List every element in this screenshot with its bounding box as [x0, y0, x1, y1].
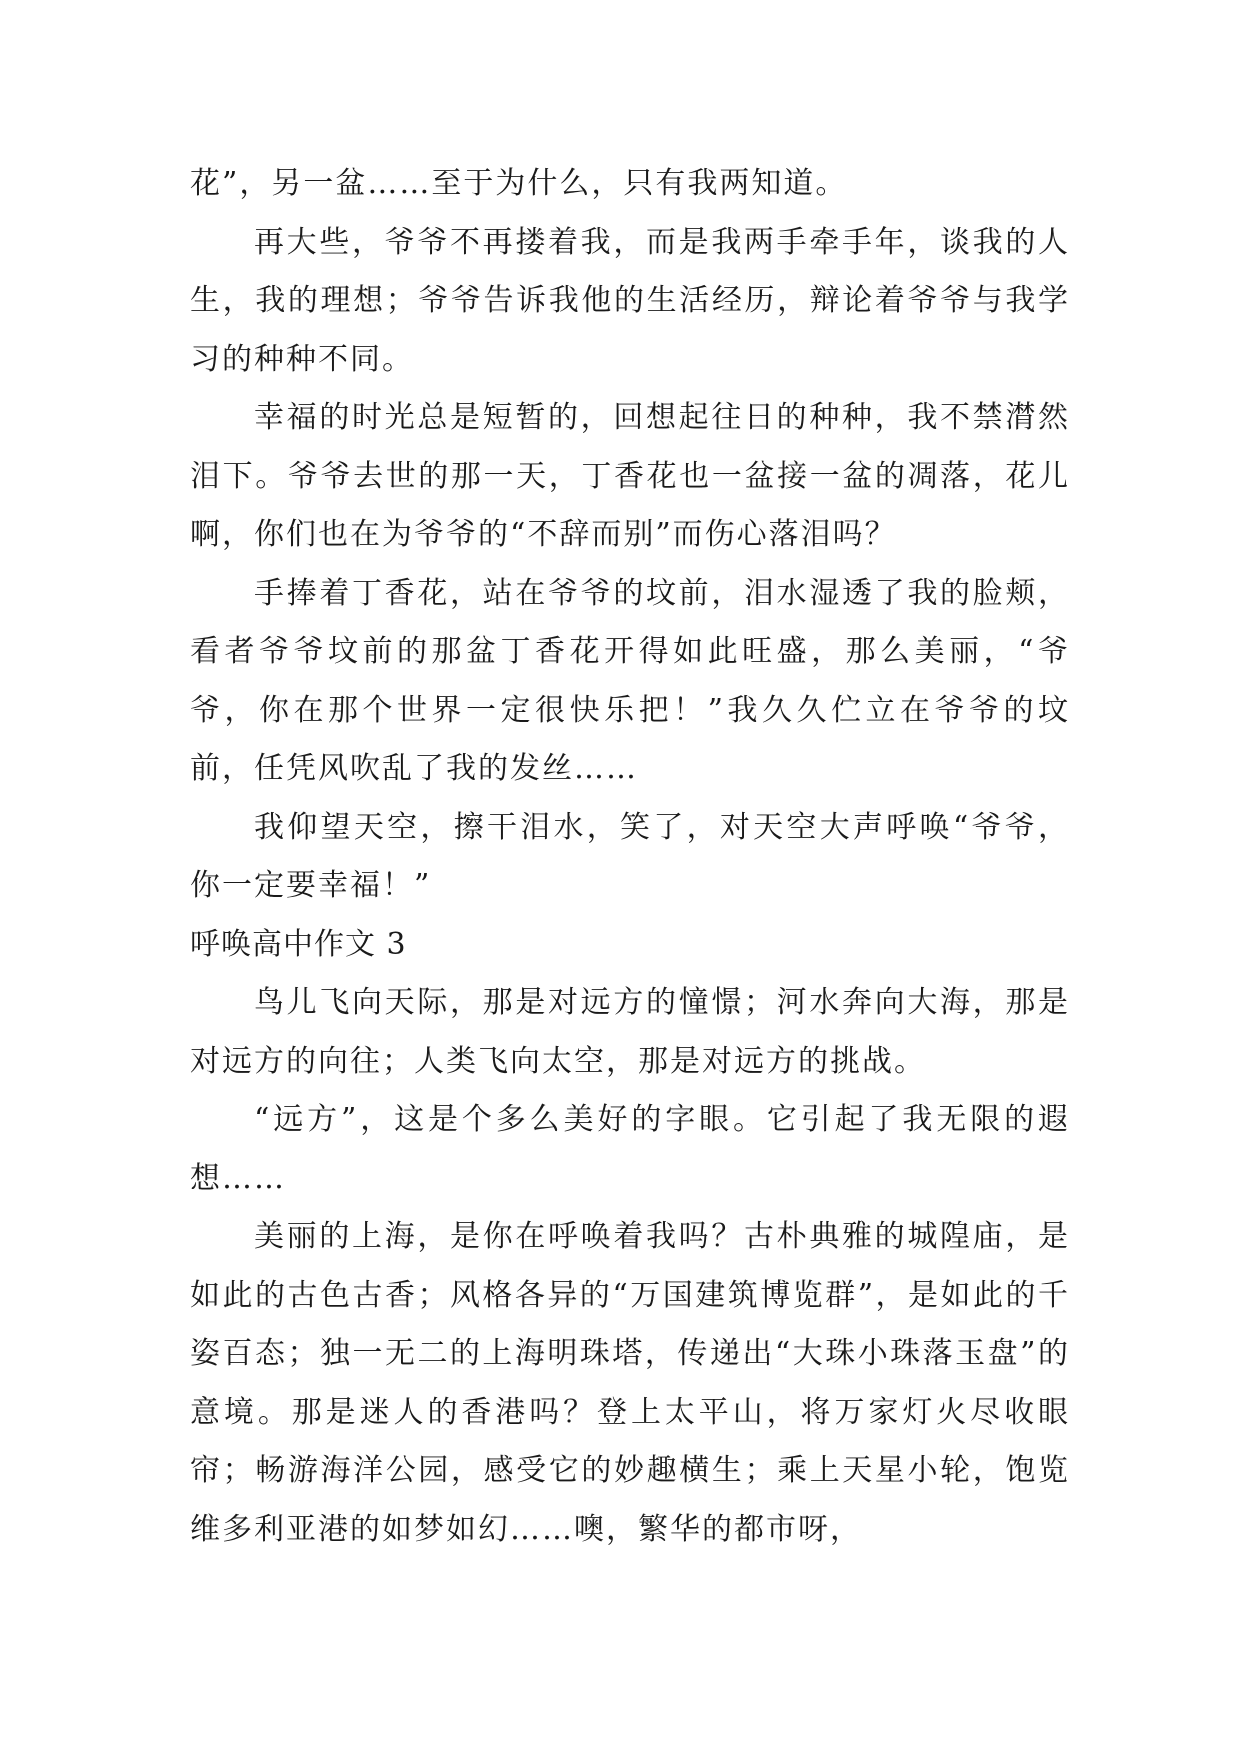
- paragraph: 手捧着丁香花，站在爷爷的坟前，泪水湿透了我的脸颊，看者爷爷坟前的那盆丁香花开得如此旺盛，那么美丽，“爷爷，你在那个世界一定很快乐把！”我久久伫立在爷爷的坟前，任凭风吹乱了我的发丝……: [190, 575, 1070, 786]
- paragraph: 幸福的时光总是短暂的，回想起往日的种种，我不禁潸然泪下。爷爷去世的那一天，丁香花也一盆接一盆的凋落，花儿啊，你们也在为爷爷的“不辞而别”而伤心落泪吗？: [190, 400, 1070, 552]
- section-heading: 呼唤高中作文 3: [190, 926, 407, 962]
- paragraph: 美丽的上海，是你在呼唤着我吗？古朴典雅的城隍庙，是如此的古色古香；风格各异的“万国建筑博览群”，是如此的千姿百态；独一无二的上海明珠塔，传递出“大珠小珠落玉盘”的意境。那是迷人的香港吗？登上太平山，将万家灯火尽收眼帘；畅游海洋公园，感受它的妙趣横生；乘上天星小轮，饱览维多利亚港的如梦如幻……噢，繁华的都市呀，: [190, 1219, 1070, 1547]
- paragraph: 鸟儿飞向天际，那是对远方的憧憬；河水奔向大海，那是对远方的向往；人类飞向太空，那是对远方的挑战。: [190, 985, 1070, 1079]
- paragraph: 我仰望天空，擦干泪水，笑了，对天空大声呼唤“爷爷，你一定要幸福！”: [190, 809, 1070, 903]
- paragraph-continued: 花”，另一盆……至于为什么，只有我两知道。: [190, 166, 848, 201]
- essay-text: [190, 155, 1070, 1559]
- paragraph: 再大些，爷爷不再搂着我，而是我两手牵手年，谈我的人生，我的理想；爷爷告诉我他的生活经历，辩论着爷爷与我学习的种种不同。: [190, 224, 1070, 377]
- paragraph: “远方”，这是个多么美好的字眼。它引起了我无限的遐想……: [190, 1102, 1070, 1196]
